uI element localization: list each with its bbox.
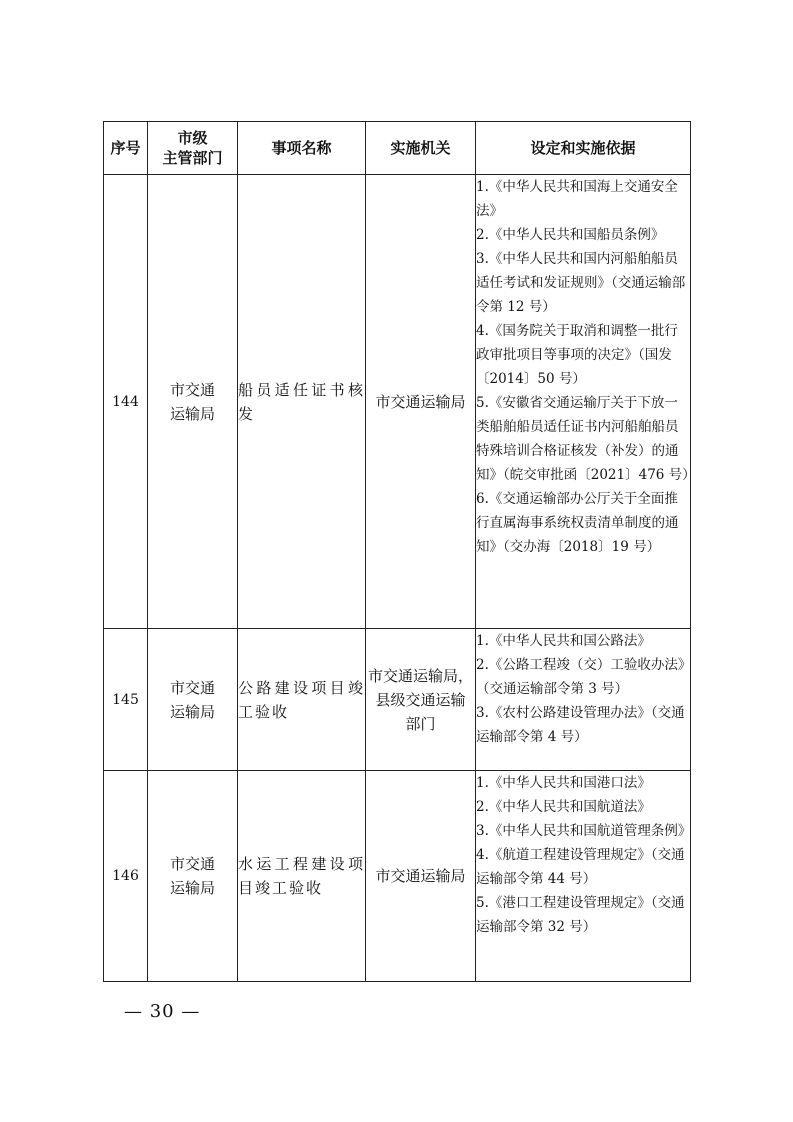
basis-item: 5.《港口工程建设管理规定》（交通运输部令第 32 号） bbox=[476, 895, 685, 935]
basis-item: 5.《安徽省交通运输厅关于下放一类船舶船员适任证书内河船舶船员特殊培训合格证核发（补发）的通知》（皖交审批函〔2021〕476 号） bbox=[476, 395, 696, 483]
row-agency-line: 部门 bbox=[405, 714, 436, 733]
basis-item: 2.《中华人民共和国航道法》 bbox=[476, 799, 651, 815]
row-basis bbox=[476, 771, 691, 982]
basis-item: 3.《中华人民共和国航道管理条例》 bbox=[476, 823, 692, 839]
table-header-row bbox=[104, 122, 691, 175]
row-dept-line2: 运输局 bbox=[169, 404, 215, 423]
row-dept bbox=[148, 629, 238, 771]
header-basis: 设定和实施依据 bbox=[476, 122, 691, 175]
basis-item: 3.《中华人民共和国内河船舶船员适任考试和发证规则》（交通运输部令第 12 号） bbox=[476, 251, 686, 315]
row-number: 146 bbox=[104, 771, 148, 982]
row-basis bbox=[476, 175, 696, 629]
basis-item: 1.《中华人民共和国公路法》 bbox=[476, 633, 651, 649]
row-dept bbox=[148, 175, 238, 629]
basis-item: 1.《中华人民共和国海上交通安全法》 bbox=[476, 179, 678, 219]
row-number: 144 bbox=[104, 175, 148, 629]
row-item-name bbox=[238, 629, 366, 771]
table-row bbox=[104, 175, 691, 629]
row-dept-line1: 市交通 bbox=[169, 380, 215, 399]
basis-item: 1.《中华人民共和国港口法》 bbox=[476, 775, 651, 791]
row-basis bbox=[476, 629, 691, 771]
row-agency-line: 市交通运输局 bbox=[375, 392, 466, 411]
header-dept-line2: 主管部门 bbox=[162, 149, 223, 167]
approval-items-table bbox=[103, 121, 696, 982]
row-agency bbox=[366, 629, 476, 771]
basis-item: 3.《农村公路建设管理办法》（交通运输部令第 4 号） bbox=[476, 705, 685, 745]
header-name: 事项名称 bbox=[238, 122, 366, 175]
row-dept-line2: 运输局 bbox=[169, 702, 215, 721]
basis-item: 4.《航道工程建设管理规定》（交通运输部令第 44 号） bbox=[476, 847, 685, 887]
header-no: 序号 bbox=[104, 122, 148, 175]
row-dept-line1: 市交通 bbox=[169, 678, 215, 697]
table-row bbox=[104, 629, 691, 771]
row-item-name-text: 公路建设项目竣工验收 bbox=[238, 678, 365, 721]
header-dept bbox=[148, 122, 238, 175]
table-row bbox=[104, 771, 691, 982]
basis-item: 2.《中华人民共和国船员条例》 bbox=[476, 227, 665, 243]
row-agency bbox=[366, 175, 476, 629]
page-number: — 30 — bbox=[124, 1001, 201, 1022]
header-agency: 实施机关 bbox=[366, 122, 476, 175]
row-item-name bbox=[238, 771, 366, 982]
row-agency bbox=[366, 771, 476, 982]
row-item-name-text: 水运工程建设项目竣工验收 bbox=[238, 855, 365, 897]
row-number: 145 bbox=[104, 629, 148, 771]
basis-item: 6.《交通运输部办公厅关于全面推行直属海事系统权责清单制度的通知》（交办海〔2018〕19 号） bbox=[476, 491, 679, 555]
row-agency-line: 市交通运输局 bbox=[375, 867, 466, 885]
row-agency-line: 县级交通运输 bbox=[375, 690, 466, 709]
row-agency-line: 市交通运输局， bbox=[367, 666, 473, 685]
basis-item: 4.《国务院关于取消和调整一批行政审批项目等事项的决定》（国发〔2014〕50 号） bbox=[476, 323, 678, 387]
row-dept-line2: 运输局 bbox=[169, 879, 215, 897]
row-dept-line1: 市交通 bbox=[169, 855, 215, 873]
basis-item: 2.《公路工程竣（交）工验收办法》（交通运输部令第 3 号） bbox=[476, 657, 685, 697]
row-dept bbox=[148, 771, 238, 982]
header-dept-line1: 市级 bbox=[177, 129, 208, 147]
row-item-name-text: 船员适任证书核发 bbox=[238, 380, 365, 423]
row-item-name bbox=[238, 175, 366, 629]
